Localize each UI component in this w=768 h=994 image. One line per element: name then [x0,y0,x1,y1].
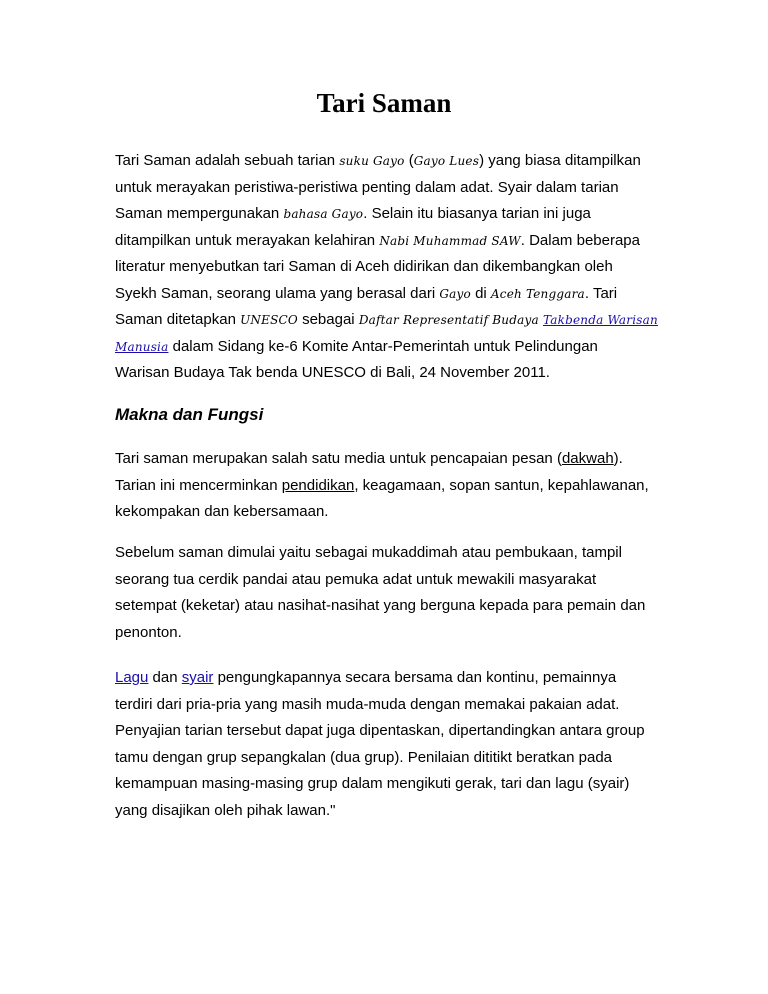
link-daftar-representatif[interactable]: Daftar Representatif Budaya [358,313,539,327]
text-line: Tarian ini mencerminkan pendidikan, keagamaan, sopan santun, kepahlawanan, [115,476,649,494]
link-unesco[interactable]: UNESCO [240,313,298,327]
text-line: Tari saman merupakan salah satu media untuk pencapaian pesan (dakwah). [115,450,623,467]
link-bahasa-gayo[interactable]: bahasa Gayo [283,207,364,221]
link-suku-gayo[interactable]: suku Gayo [339,154,405,168]
text-line: literatur menyebutkan tari Saman di Aceh didirikan dan dikembangkan oleh [115,258,613,275]
link-dakwah[interactable]: dakwah [561,450,614,467]
text-line: Warisan Budaya Tak benda UNESCO di Bali, 24 November 2011. [115,364,550,381]
intro-paragraph [115,148,675,387]
link-syair[interactable]: syair [181,669,214,686]
text-line: Lagu dan syair pengungkapannya secara bersama dan kontinu, pemainnya [115,669,617,686]
text-line: untuk merayakan peristiwa-peristiwa penting dalam adat. Syair dalam tarian [115,178,619,196]
link-lagu[interactable]: Lagu [115,669,149,686]
link-aceh-tenggara[interactable]: Aceh Tenggara [490,286,585,301]
text-line: yang disajikan oleh pihak lawan." [115,801,336,819]
text-line: penonton. [115,623,182,641]
link-takbenda-warisan[interactable]: Takbenda Warisan [542,313,658,327]
paragraph-makna [115,446,675,526]
text-line: setempat (keketar) atau nasihat-nasihat yang berguna kepada para pemain dan [115,597,646,614]
text-line: seorang tua cerdik pandai atau pemuka adat untuk mewakili masyarakat [115,570,597,588]
link-manusia[interactable]: Manusia [115,339,169,354]
text-line: Manusia dalam Sidang ke-6 Komite Antar-Pemerintah untuk Pelindungan [115,337,598,355]
paragraph-mukaddimah [115,540,675,646]
text-line: ditampilkan untuk merayakan kelahiran Nabi Muhammad SAW. Dalam beberapa [115,231,640,249]
text-line: kemampuan masing-masing grup dalam mengikuti gerak, tari dan lagu (syair) [115,775,630,792]
text-line: Tari Saman adalah sebuah tarian suku Gayo (Gayo Lues) yang biasa ditampilkan [115,152,641,169]
page-title: Tari Saman [316,88,452,118]
text-line: terdiri dari pria-pria yang masih muda-muda dengan memakai pakaian adat. [115,695,620,713]
section-heading: Makna dan Fungsi [115,405,264,424]
link-gayo[interactable]: Gayo [439,286,471,301]
link-pendidikan[interactable]: pendidikan [281,476,355,494]
link-gayo-lues[interactable]: Gayo Lues [413,154,480,168]
text-line: Penyajian tarian tersebut dapat juga dipentaskan, dipertandingkan antara group [115,722,645,739]
text-line: Saman ditetapkan UNESCO sebagai Daftar Representatif Budaya Takbenda Warisan [115,311,658,328]
text-line: Saman mempergunakan bahasa Gayo. Selain itu biasanya tarian ini juga [115,205,591,222]
text-line: kekompakan dan kebersamaan. [115,503,329,520]
text-line: Syekh Saman, seorang ulama yang berasal dari Gayo di Aceh Tenggara. Tari [115,284,618,302]
paragraph-lagu-syair [115,665,675,824]
link-nabi-muhammad[interactable]: Nabi Muhammad SAW [379,233,521,248]
text-line: tamu dengan grup sepangkalan (dua grup). Penilaian dititikt beratkan pada [115,748,613,766]
text-line: Sebelum saman dimulai yaitu sebagai mukaddimah atau pembukaan, tampil [115,544,622,561]
